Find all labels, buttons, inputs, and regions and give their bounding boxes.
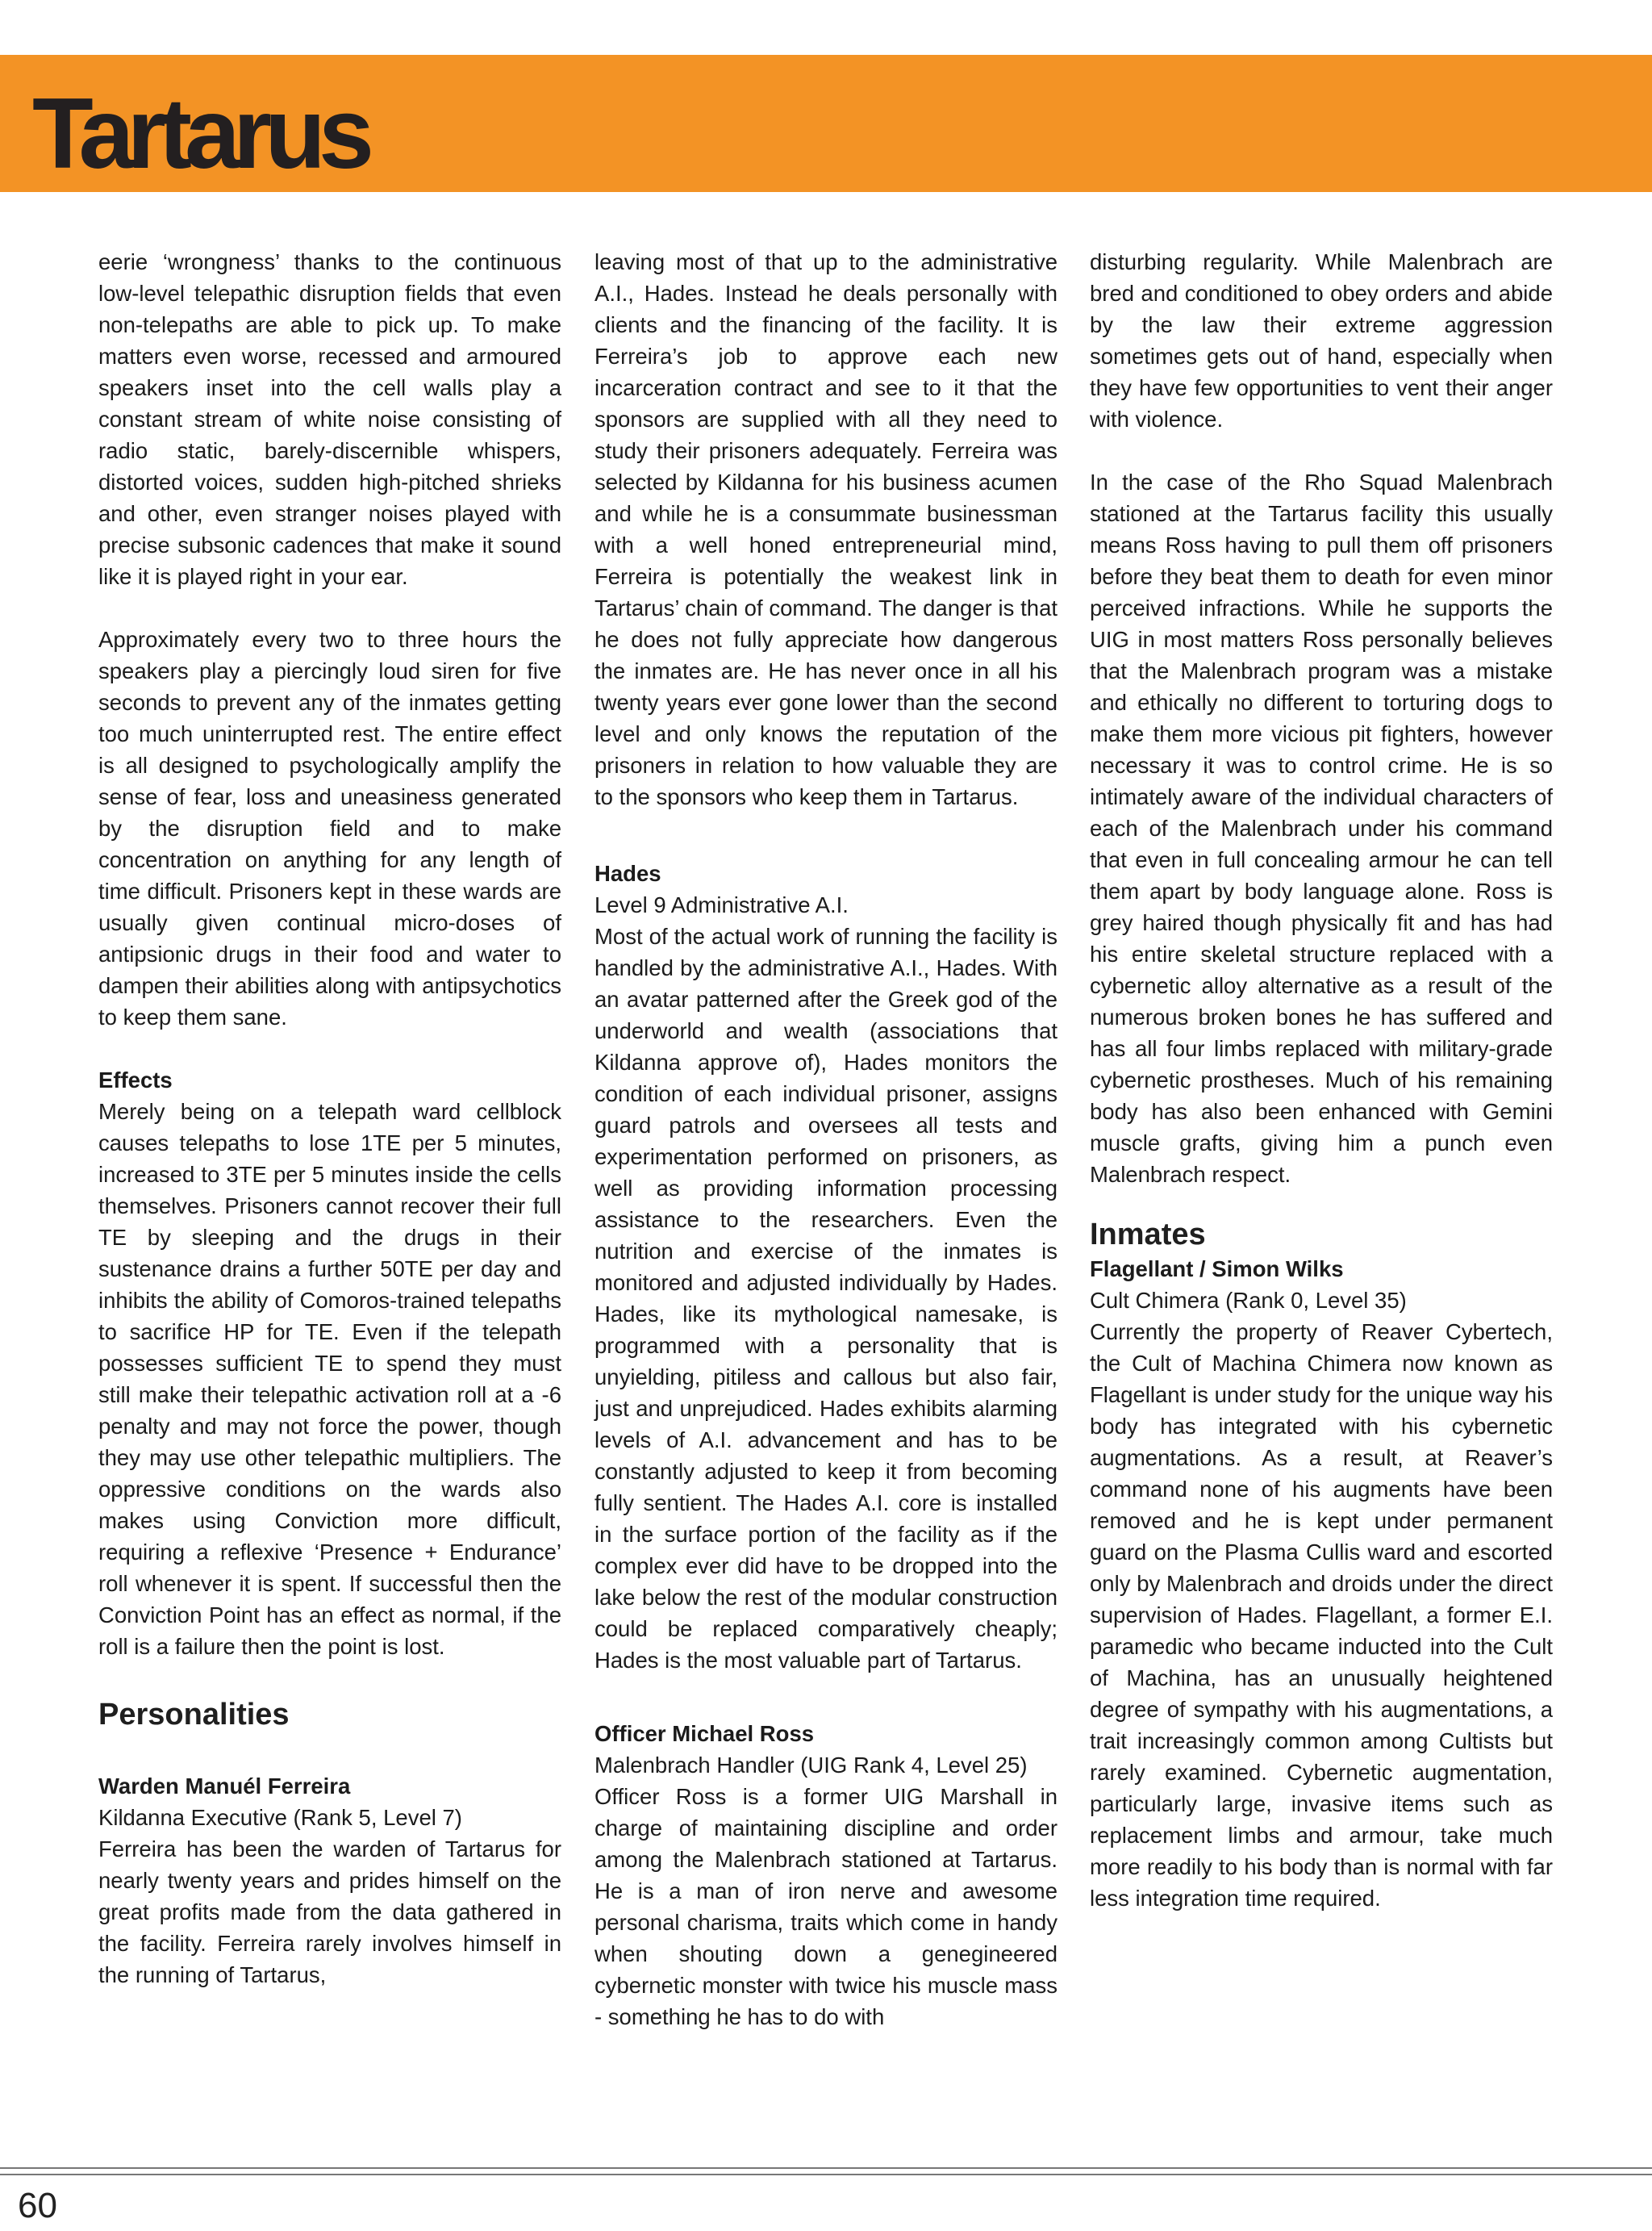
ross-body: Officer Ross is a former UIG Marshall in charge of maintaining discipline and order among the Malenbrach stationed at Tartarus. He is a man of iron nerve and awesome personal charisma, traits which come in handy when shouting down a genegineered cybernetic monster with twice his muscle mass - something he has to do with — [594, 1784, 1058, 2029]
footer-rule — [0, 2174, 1652, 2175]
page-title: Tartarus — [32, 78, 367, 190]
effects-body: Merely being on a telepath ward cellblock causes telepaths to lose 1TE per 5 minutes, increased to 3TE per 5 minutes inside the cells themselves. Prisoners cannot recover their full TE by sleeping and the drugs in their sustenance drains a further 50TE per day and inhibits the ability of Comoros-trained telepaths to sacrifice HP for TE. Even if the telepath possesses sufficient TE to spend they must still make their telepathic activation roll at a -6 penalty and may not force the power, though they may use other telepathic multipliers. The oppressive conditions on the wards also makes using Conviction more difficult, requiring a reflexive ‘Presence + Endurance’ roll whenever it is spent. If successful then the Conviction Point has an effect as normal, if the roll is a failure then the point is lost. — [98, 1099, 561, 1659]
title-banner — [0, 55, 1652, 192]
ross-rank: Malenbrach Handler (UIG Rank 4, Level 25) — [594, 1753, 1028, 1778]
column-2 — [594, 246, 1058, 2033]
flagellant-body: Currently the property of Reaver Cybertech, the Cult of Machina Chimera now known as Flagellant is under study for the unique way his body has integrated with his cybernetic augmentations. As a result, at Reaver’s command none of his augments have been removed and he is kept under permanent guard on the Plasma Cullis ward and escorted only by Malenbrach and droids under the direct supervision of Hades. Flagellant, a former E.I. paramedic who became inducted into the Cult of Machina, has an unusually heightened degree of sympathy with his augmentations, a trait increasingly common among Cultists but rarely examined. Cybernetic augmentation, particularly large, invasive items such as replacement limbs and armour, take much more readily to his body than is normal with far less integration time required. — [1090, 1319, 1553, 1911]
warden-rank: Kildanna Executive (Rank 5, Level 7) — [98, 1805, 462, 1830]
flagellant-heading: Flagellant / Simon Wilks — [1090, 1256, 1344, 1281]
paragraph: In the case of the Rho Squad Malenbrach stationed at the Tartarus facility this usually means Ross having to pull them off prisoners before they beat them to death for even minor perceived infractions. While he supports the UIG in most matters Ross personally believes that the Malenbrach program was a mistake and ethically no different to torturing dogs to make them more vicious pit fighters, however necessary it was to control crime. He is so intimately aware of the individual characters of each of the Malenbrach under his command that even in full concealing armour he can tell them apart by body language alone. Ross is grey haired though physically fit and has had his entire skeletal structure replaced with a cybernetic alloy alternative as a result of the numerous broken bones he has suffered and has all four limbs replaced with military-grade cybernetic prostheses. Much of his remaining body has also been enhanced with Gemini muscle grafts, giving him a punch even Malenbrach respect. — [1090, 470, 1553, 1187]
warden-body: Ferreira has been the warden of Tartarus for nearly twenty years and prides himself on the great profits made from the data gathered in the facility. Ferreira rarely involves himself in the running of Tartarus, — [98, 1836, 561, 1987]
effects-heading: Effects — [98, 1067, 173, 1093]
paragraph: Approximately every two to three hours the speakers play a piercingly loud siren for five seconds to prevent any of the inmates getting too much uninterrupted rest. The entire effect is all designed to psychologically amplify the sense of fear, loss and uneasiness generated by the disruption field and to make concentration on anything for any length of time difficult. Prisoners kept in these wards are usually given continual micro-doses of antipsionic drugs in their food and water to dampen their abilities along with antipsychotics to keep them sane. — [98, 627, 561, 1030]
inmates-heading: Inmates — [1090, 1218, 1206, 1251]
paragraph: disturbing regularity. While Malenbrach are bred and conditioned to obey orders and abide by the law their extreme aggression sometimes gets out of hand, especially when they have few opportunities to vent their anger with violence. — [1090, 249, 1553, 432]
flagellant-rank: Cult Chimera (Rank 0, Level 35) — [1090, 1288, 1407, 1313]
ross-heading: Officer Michael Ross — [594, 1721, 815, 1746]
column-3 — [1090, 246, 1553, 1914]
hades-rank: Level 9 Administrative A.I. — [594, 892, 849, 917]
page-number: 60 — [18, 2186, 57, 2225]
hades-heading: Hades — [594, 861, 661, 886]
column-1 — [98, 246, 561, 1991]
paragraph: leaving most of that up to the administrative A.I., Hades. Instead he deals personally with clients and the financing of the facility. It is Ferreira’s job to approve each new incarceration contract and see to it that the sponsors are supplied with all they need to study their prisoners adequately. Ferreira was selected by Kildanna for his business acumen and while he is a consummate businessman with a well honed entrepreneurial mind, Ferreira is potentially the weakest link in Tartarus’ chain of command. The danger is that he does not fully appreciate how dangerous the inmates are. He has never once in all his twenty years ever gone lower than the second level and only knows the reputation of the prisoners in relation to how valuable they are to the sponsors who keep them in Tartarus. — [594, 249, 1058, 809]
personalities-heading: Personalities — [98, 1698, 290, 1732]
paragraph: eerie ‘wrongness’ thanks to the continuous low-level telepathic disruption fields that even non-telepaths are able to pick up. To make matters even worse, recessed and armoured speakers inset into the cell walls play a constant stream of white noise consisting of radio static, barely-discernible whispers, distorted voices, sudden high-pitched shrieks and other, even stranger noises played with precise subsonic cadences that make it sound like it is played right in your ear. — [98, 249, 561, 589]
warden-heading: Warden Manuél Ferreira — [98, 1774, 351, 1799]
hades-body: Most of the actual work of running the facility is handled by the administrative A.I., Hades. With an avatar patterned after the Greek god of the underworld and wealth (associations that Kildanna approve of), Hades monitors the condition of each individual prisoner, assigns guard patrols and oversees all tests and experimentation performed on prisoners, as well as providing information processing assistance to the researchers. Even the nutrition and exercise of the inmates is monitored and adjusted individually by Hades. Hades, like its mythological namesake, is programmed with a personality that is unyielding, pitiless and callous but also fair, just and unprejudiced. Hades exhibits alarming levels of A.I. advancement and has to be constantly adjusted to keep it from becoming fully sentient. The Hades A.I. core is installed in the surface portion of the facility as if the complex ever did have to be dropped into the lake below the rest of the modular construction could be replaced comparatively cheaply; Hades is the most valuable part of Tartarus. — [594, 924, 1058, 1673]
footer-rule — [0, 2167, 1652, 2169]
